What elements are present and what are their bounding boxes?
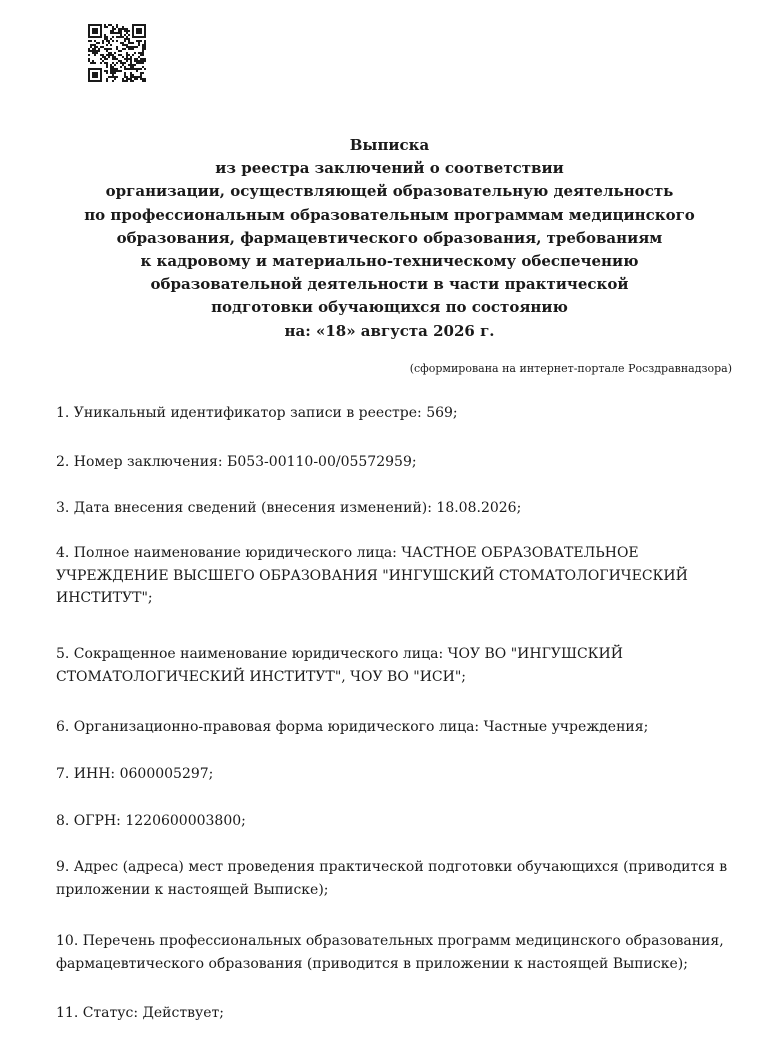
title-line: на: «18» августа 2026 г.: [284, 321, 495, 340]
item-text: 1. Уникальный идентификатор записи в реестре: 569;: [56, 405, 458, 421]
item-text: 6. Организационно-правовая форма юридического лица: Частные учреждения;: [56, 719, 649, 735]
title-line: подготовки обучающихся по состоянию: [211, 298, 568, 317]
item-addresses: [56, 856, 736, 901]
item-text: УЧРЕЖДЕНИЕ ВЫСШЕГО ОБРАЗОВАНИЯ "ИНГУШСКИЙ СТОМАТОЛОГИЧЕСКИЙ: [56, 567, 688, 584]
title-line: к кадровому и материально-техническому обеспечению: [140, 252, 639, 271]
item-text: 4. Полное наименование юридического лица: ЧАСТНОЕ ОБРАЗОВАТЕЛЬНОЕ: [56, 545, 639, 561]
item-programs: [56, 930, 736, 975]
item-text: 5. Сокращенное наименование юридического лица: ЧОУ ВО "ИНГУШСКИЙ: [56, 646, 623, 662]
item-text: 9. Адрес (адреса) мест проведения практической подготовки обучающихся (приводится в: [56, 859, 728, 875]
item-text: 7. ИНН: 0600005297;: [56, 766, 214, 782]
qr-code-icon: [88, 24, 146, 82]
item-conclusion-number: [56, 451, 736, 474]
title-line: из реестра заключений о соответствии: [215, 159, 564, 178]
title-line: по профессиональным образовательным программам медицинского: [84, 205, 695, 224]
item-text: фармацевтического образования (приводится в приложении к настоящей Выписке);: [56, 955, 688, 972]
item-inn: [56, 763, 736, 786]
item-text: ИНСТИТУТ";: [56, 590, 153, 606]
item-text: 8. ОГРН: 1220600003800;: [56, 813, 246, 829]
document-title: [40, 134, 739, 343]
item-text: 10. Перечень профессиональных образовательных программ медицинского образования,: [56, 933, 724, 949]
title-line: образования, фармацевтического образования, требованиям: [116, 228, 663, 247]
item-entry-date: [56, 497, 736, 520]
title-line: организации, осуществляющей образовательную деятельность: [105, 182, 674, 201]
item-status: [56, 1002, 736, 1025]
item-full-name: [56, 542, 736, 610]
item-text: 11. Статус: Действует;: [56, 1005, 224, 1021]
item-ogrn: [56, 810, 736, 833]
title-line: Выписка: [349, 136, 430, 154]
item-short-name: [56, 643, 736, 688]
item-record-id: [56, 402, 736, 425]
item-text: приложении к настоящей Выписке);: [56, 881, 329, 898]
item-legal-form: [56, 716, 736, 739]
source-note: (сформирована на интернет-портале Росздравнадзора): [409, 362, 732, 375]
title-line: образовательной деятельности в части практической: [150, 275, 629, 294]
item-text: СТОМАТОЛОГИЧЕСКИЙ ИНСТИТУТ", ЧОУ ВО "ИСИ";: [56, 668, 466, 685]
item-text: 2. Номер заключения: Б053-00110-00/05572959;: [56, 454, 417, 470]
item-text: 3. Дата внесения сведений (внесения изменений): 18.08.2026;: [56, 500, 522, 516]
